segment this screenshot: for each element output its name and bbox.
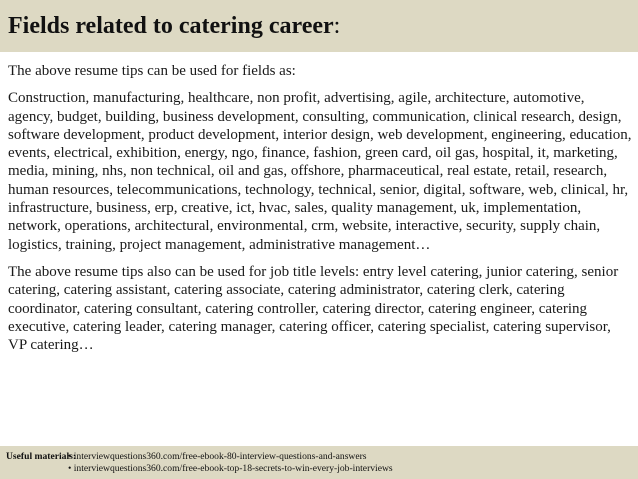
footer-link-2[interactable]: • interviewquestions360.com/free-ebook-top-18-secrets-to-win-every-job-interviews (68, 462, 393, 474)
title-bar (0, 0, 638, 52)
page-title-colon: : (333, 13, 341, 39)
footer-link-1[interactable]: • interviewquestions360.com/free-ebook-80-interview-questions-and-answers (68, 451, 367, 462)
footer-content (6, 451, 393, 474)
footer-label: Useful materials: (6, 451, 77, 462)
page-title (8, 12, 340, 40)
footer-bar (0, 446, 638, 479)
intro-paragraph: The above resume tips can be used for fields as: (8, 63, 296, 79)
footer-row-2 (6, 463, 393, 475)
levels-paragraph: The above resume tips also can be used for job title levels: entry level catering, junior catering, senior catering, catering assistant, catering associate, catering administrator, catering clerk, catering coordinator, catering consultant, catering controller, catering director, catering engineer, catering executive, catering leader, catering manager, catering officer, catering specialist, catering supervisor, VP catering… (8, 263, 619, 354)
footer-row-1 (6, 451, 393, 463)
slide-content (8, 62, 632, 363)
fields-paragraph: Construction, manufacturing, healthcare, non profit, advertising, agile, architecture, automotive, agency, budget, building, business development, consulting, communication, clinical research, design, software development, product development, interior design, web development, engineering, education, events, electrical, exhibition, energy, ngo, finance, fashion, green card, oil gas, hospital, it, marketing, media, mining, nhs, non technical, oil and gas, offshore, pharmaceutical, real estate, retail, research, human resources, telecommunications, technology, technical, senior, digital, software, web, clinical, hr, infrastructure, business, erp, creative, ict, hvac, sales, quality management, uk, implementation, network, operations, architectural, environmental, crm, website, interactive, security, supply chain, logistics, training, project management, administrative management… (8, 90, 632, 253)
page-title-text: Fields related to catering career (8, 13, 334, 39)
